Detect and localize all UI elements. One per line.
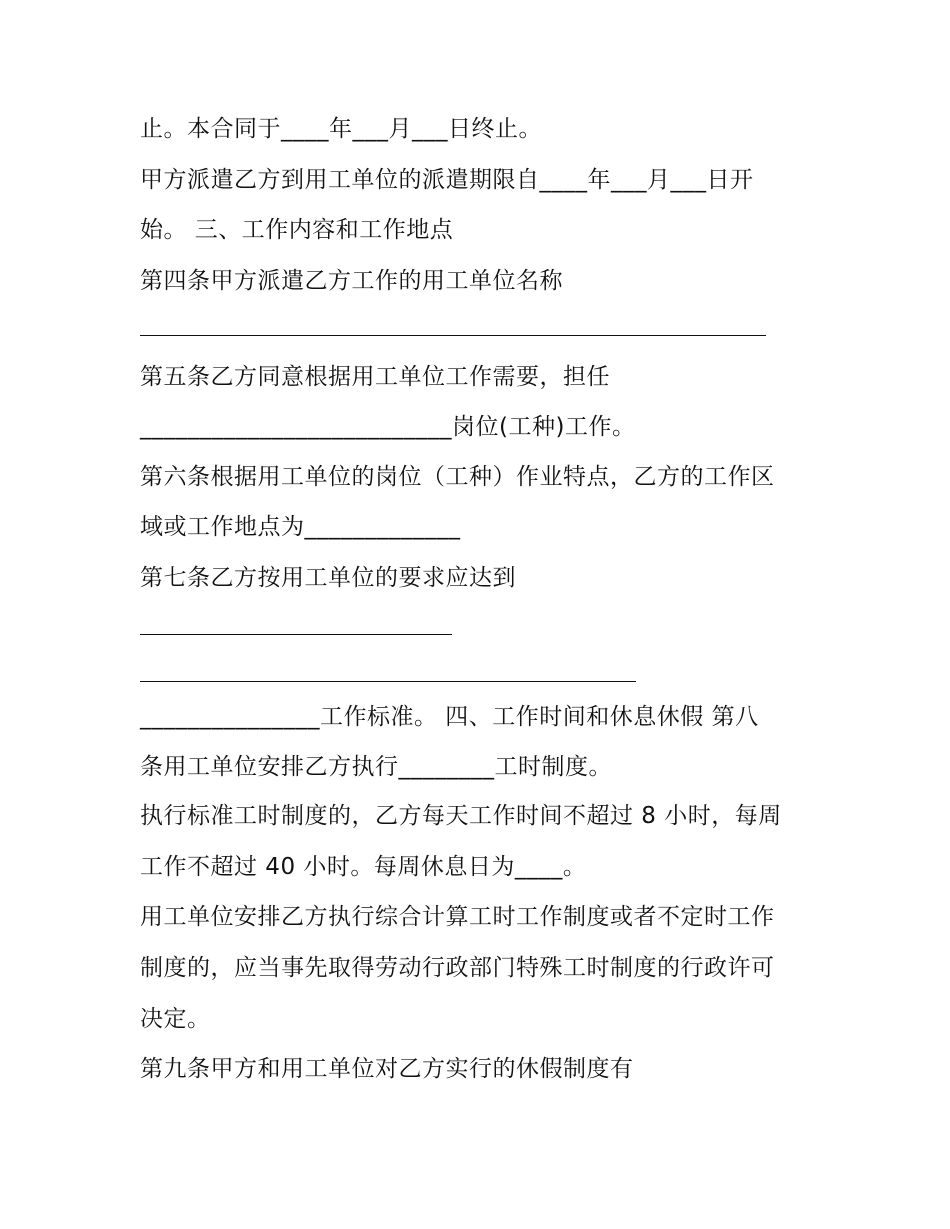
text-line: 始。 三、工作内容和工作地点: [140, 217, 454, 243]
text-line: 甲方派遣乙方到用工单位的派遣期限自____年___月___日开: [140, 167, 754, 193]
fill-in-blank-line: [140, 681, 636, 682]
text-line: 第六条根据用工单位的岗位（工种）作业特点，乙方的工作区: [140, 464, 775, 490]
text-line: 第七条乙方按用工单位的要求应达到: [140, 565, 516, 591]
text-line: 工作不超过 40 小时。每周休息日为____。: [140, 854, 587, 880]
fill-in-blank-line: [140, 634, 452, 635]
text-line: 止。本合同于____年___月___日终止。: [140, 116, 542, 142]
text-line: 执行标准工时制度的，乙方每天工作时间不超过 8 小时，每周: [140, 803, 782, 829]
text-line: 域或工作地点为_____________: [140, 514, 461, 540]
text-line: 第九条甲方和用工单位对乙方实行的休假制度有: [140, 1056, 634, 1082]
text-line: 用工单位安排乙方执行综合计算工时工作制度或者不定时工作: [140, 904, 775, 930]
text-line: 第五条乙方同意根据用工单位工作需要，担任: [140, 364, 610, 390]
fill-in-blank-line: [140, 335, 766, 336]
text-line: 决定。: [140, 1006, 211, 1032]
text-line: 第四条甲方派遣乙方工作的用工单位名称: [140, 268, 563, 294]
text-line: 条用工单位安排乙方执行________工时制度。: [140, 754, 612, 780]
text-line: 制度的，应当事先取得劳动行政部门特殊工时制度的行政许可: [140, 955, 775, 981]
text-line: _______________工作标准。 四、工作时间和休息休假 第八: [140, 704, 759, 730]
text-line: __________________________岗位(工种)工作。: [140, 414, 636, 440]
